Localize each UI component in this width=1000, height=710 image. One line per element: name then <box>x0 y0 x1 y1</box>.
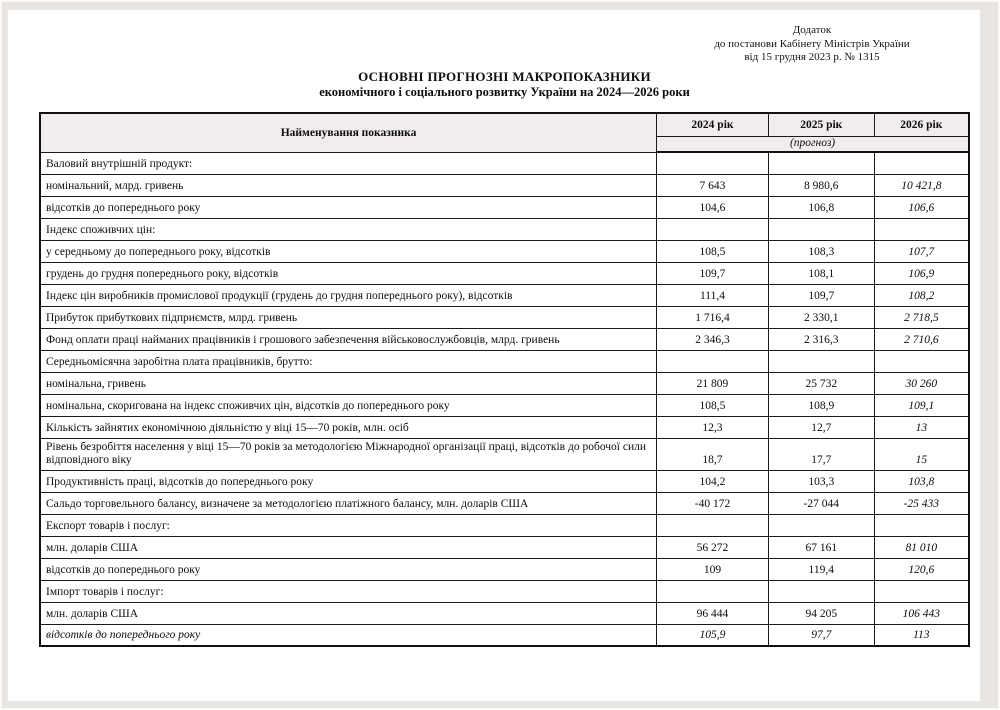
table-row <box>40 174 969 196</box>
value-2024: 111,4 <box>657 284 769 306</box>
indicator-label: відсотків до попереднього року <box>40 196 657 218</box>
table-row <box>40 328 969 350</box>
forecast-note: (прогноз) <box>657 136 969 152</box>
value-2026: 30 260 <box>874 372 969 394</box>
indicator-label: Продуктивність праці, відсотків до попереднього року <box>40 470 657 492</box>
value-2024 <box>657 218 769 240</box>
value-2024: 18,7 <box>657 438 769 470</box>
value-2024: 1 716,4 <box>657 306 769 328</box>
value-2024 <box>657 152 769 174</box>
value-2025 <box>768 152 874 174</box>
title-block <box>39 69 970 100</box>
value-2026: 107,7 <box>874 240 969 262</box>
indicator-label: Прибуток прибуткових підприємств, млрд. гривень <box>40 306 657 328</box>
value-2025 <box>768 580 874 602</box>
value-2026: 106 443 <box>874 602 969 624</box>
value-2024: 108,5 <box>657 240 769 262</box>
table-row <box>40 306 969 328</box>
value-2024 <box>657 350 769 372</box>
indicator-label: млн. доларів США <box>40 536 657 558</box>
indicator-label: номінальний, млрд. гривень <box>40 174 657 196</box>
document-page <box>8 10 980 701</box>
value-2025: 17,7 <box>768 438 874 470</box>
value-2026: 113 <box>874 624 969 646</box>
value-2026: 103,8 <box>874 470 969 492</box>
value-2024: 109,7 <box>657 262 769 284</box>
macro-indicators-table <box>39 112 970 647</box>
value-2025: -27 044 <box>768 492 874 514</box>
value-2026 <box>874 514 969 536</box>
table-row <box>40 218 969 240</box>
annotation-block <box>656 24 968 65</box>
value-2025 <box>768 514 874 536</box>
indicator-label: Експорт товарів і послуг: <box>40 514 657 536</box>
table-row <box>40 372 969 394</box>
value-2026: 120,6 <box>874 558 969 580</box>
value-2025: 109,7 <box>768 284 874 306</box>
value-2025: 97,7 <box>768 624 874 646</box>
table-row <box>40 394 969 416</box>
value-2025: 25 732 <box>768 372 874 394</box>
value-2024: 109 <box>657 558 769 580</box>
value-2026 <box>874 350 969 372</box>
document-subtitle: економічного і соціального розвитку України на 2024—2026 роки <box>319 85 690 99</box>
value-2024 <box>657 580 769 602</box>
value-2024: 108,5 <box>657 394 769 416</box>
table-row <box>40 514 969 536</box>
table-row <box>40 558 969 580</box>
value-2024: 56 272 <box>657 536 769 558</box>
col-header-2025: 2025 рік <box>768 113 874 136</box>
table-row <box>40 240 969 262</box>
value-2025: 12,7 <box>768 416 874 438</box>
indicator-label: Валовий внутрішній продукт: <box>40 152 657 174</box>
value-2024: 2 346,3 <box>657 328 769 350</box>
value-2026 <box>874 580 969 602</box>
value-2025: 108,9 <box>768 394 874 416</box>
annotation-line-2: до постанови Кабінету Міністрів України <box>714 37 910 50</box>
value-2024: 21 809 <box>657 372 769 394</box>
value-2026: 106,6 <box>874 196 969 218</box>
col-header-2024: 2024 рік <box>657 113 769 136</box>
value-2024: 104,2 <box>657 470 769 492</box>
indicator-label: Кількість зайнятих економічною діяльністю у віці 15—70 років, млн. осіб <box>40 416 657 438</box>
value-2026 <box>874 152 969 174</box>
indicator-label: Індекс споживчих цін: <box>40 218 657 240</box>
table-row <box>40 624 969 646</box>
indicator-label: відсотків до попереднього року <box>40 558 657 580</box>
annotation-line-3: від 15 грудня 2023 р. № 1315 <box>744 51 880 63</box>
table-row <box>40 492 969 514</box>
table-header-row <box>40 113 969 136</box>
value-2025: 8 980,6 <box>768 174 874 196</box>
value-2025: 119,4 <box>768 558 874 580</box>
value-2025: 67 161 <box>768 536 874 558</box>
value-2026: 106,9 <box>874 262 969 284</box>
col-header-indicator: Найменування показника <box>40 113 657 152</box>
table-row <box>40 536 969 558</box>
value-2026: 108,2 <box>874 284 969 306</box>
value-2024: 12,3 <box>657 416 769 438</box>
value-2025: 2 330,1 <box>768 306 874 328</box>
indicator-label: Середньомісячна заробітна плата працівників, брутто: <box>40 350 657 372</box>
value-2025: 108,1 <box>768 262 874 284</box>
value-2026: 2 710,6 <box>874 328 969 350</box>
table-row <box>40 196 969 218</box>
value-2026: 81 010 <box>874 536 969 558</box>
indicator-label: номінальна, скоригована на індекс споживчих цін, відсотків до попереднього року <box>40 394 657 416</box>
value-2026: 13 <box>874 416 969 438</box>
indicator-label: Індекс цін виробників промислової продукції (грудень до грудня попереднього року), відсотків <box>40 284 657 306</box>
indicator-label: млн. доларів США <box>40 602 657 624</box>
indicator-label: Рівень безробіття населення у віці 15—70 років за методологією Міжнародної організації праці, відсотків до робочої сили відповідного віку <box>40 438 657 470</box>
indicator-label: номінальна, гривень <box>40 372 657 394</box>
value-2024: -40 172 <box>657 492 769 514</box>
indicator-label: у середньому до попереднього року, відсотків <box>40 240 657 262</box>
value-2025 <box>768 218 874 240</box>
document-title: ОСНОВНІ ПРОГНОЗНІ МАКРОПОКАЗНИКИ <box>358 69 651 84</box>
value-2024: 104,6 <box>657 196 769 218</box>
value-2025: 94 205 <box>768 602 874 624</box>
value-2025: 103,3 <box>768 470 874 492</box>
value-2024: 96 444 <box>657 602 769 624</box>
col-header-2026: 2026 рік <box>874 113 969 136</box>
value-2024: 7 643 <box>657 174 769 196</box>
value-2025: 108,3 <box>768 240 874 262</box>
value-2026: -25 433 <box>874 492 969 514</box>
indicator-label: відсотків до попереднього року <box>40 624 657 646</box>
table-row <box>40 262 969 284</box>
value-2025 <box>768 350 874 372</box>
value-2026 <box>874 218 969 240</box>
table-row <box>40 284 969 306</box>
table-row <box>40 350 969 372</box>
annotation-line-1: Додаток <box>792 24 832 36</box>
table-row <box>40 416 969 438</box>
value-2024: 105,9 <box>657 624 769 646</box>
value-2026: 109,1 <box>874 394 969 416</box>
table-row <box>40 580 969 602</box>
value-2025: 2 316,3 <box>768 328 874 350</box>
table-row <box>40 470 969 492</box>
value-2026: 10 421,8 <box>874 174 969 196</box>
value-2025: 106,8 <box>768 196 874 218</box>
table-row <box>40 152 969 174</box>
table-row <box>40 438 969 470</box>
indicator-label: Імпорт товарів і послуг: <box>40 580 657 602</box>
indicator-label: Сальдо торговельного балансу, визначене за методологією платіжного балансу, млн. доларів США <box>40 492 657 514</box>
indicator-label: грудень до грудня попереднього року, відсотків <box>40 262 657 284</box>
indicator-label: Фонд оплати праці найманих працівників і грошового забезпечення військовослужбовців, млрд. гривень <box>40 328 657 350</box>
value-2024 <box>657 514 769 536</box>
table-row <box>40 602 969 624</box>
value-2026: 2 718,5 <box>874 306 969 328</box>
value-2026: 15 <box>874 438 969 470</box>
